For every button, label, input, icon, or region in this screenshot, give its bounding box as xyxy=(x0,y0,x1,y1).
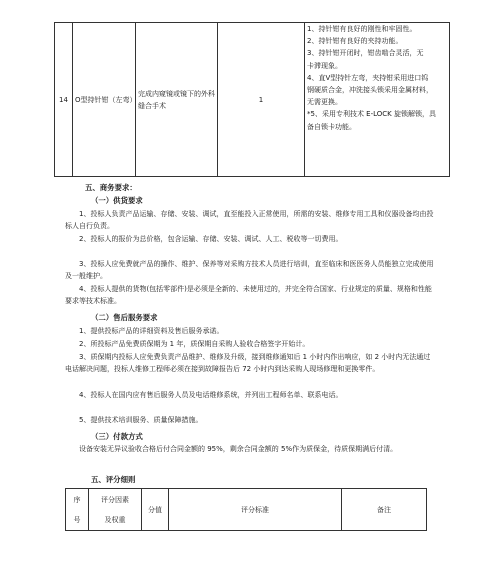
header-number: 序 号 xyxy=(66,489,89,531)
spec-line: 备自锁卡功能。 xyxy=(307,122,356,131)
spec-line: 钢硬质合金，冲洗接头锁采用金属材料， xyxy=(307,86,433,95)
paragraph: 1、投标人负责产品运输、存储、安装、调试，直至能投入正常使用，所需的安装、维修专用工具和仪器设备均由投标人自行负责。 xyxy=(65,210,434,231)
spec-line: 卡滞现象。 xyxy=(307,61,342,70)
item-name: O型持针钳（左弯） xyxy=(73,23,136,177)
header-score: 分值 xyxy=(142,489,169,531)
header-standard: 评分标准 xyxy=(169,489,342,531)
header-remark: 备注 xyxy=(342,489,427,531)
paragraph: 3、质保期内投标人应免费负责产品维护、维修及升级，接到维修通知后 1 小时内作出响应，如 2 小时内无法通过电话解决问题，投标人维修工程师必须在接到故障报告后 72 小时内到达采购人现场修理和更换零件。 xyxy=(65,353,431,374)
spec-line: *5、采用专利技术 E-LOCK 旋锁解锁，具 xyxy=(307,110,436,119)
paragraph: 5、提供技术培训服务、质量保障措施。 xyxy=(79,416,203,424)
row-number: 14 xyxy=(55,23,73,177)
section-title-evaluation: 五、评分细则 xyxy=(91,475,136,484)
subsection-title-after-sales: （二）售后服务要求 xyxy=(91,313,158,322)
paragraph: 2、投标人的报价为总价格，包含运输、存储、安装、调试、人工、税收等一切费用。 xyxy=(79,235,343,243)
paragraph: 1、提供投标产品的详细资料及售后服务承诺。 xyxy=(79,327,224,335)
paragraph: 2、所投标产品免费质保期为 1 年，质保期自采购人验收合格签字开始计。 xyxy=(79,340,310,348)
equipment-table xyxy=(54,22,450,177)
table-header-row xyxy=(66,489,427,531)
item-quantity: 1 xyxy=(218,23,305,177)
paragraph: 设备安装无异议验收合格后付合同金额的 95%，剩余合同金额的 5%作为质保金，待质保期满后付清。 xyxy=(79,445,398,453)
spec-line: 1、持针钳有良好的刚性和牢固性。 xyxy=(307,25,417,33)
paragraph: 3、投标人应免费就产品的操作、维护、保养等对采购方技术人员进行培训，直至临床和医医务人员能独立完成使用及一般维护。 xyxy=(65,260,434,281)
paragraph: 4、投标人提供的货物(包括零部件)是必须是全新的、未使用过的，并完全符合国家、行业规定的质量、规格和性能要求等技术标准。 xyxy=(65,285,432,306)
spec-line: 2、持针钳有良好的夹持功能。 xyxy=(307,37,403,46)
item-specification xyxy=(305,23,450,177)
paragraph: 4、投标人在国内应有售后服务人员及电话维修系统，并列出工程师名单、联系电话。 xyxy=(79,391,343,399)
spec-line: 无需更换。 xyxy=(307,98,342,107)
item-use: 完成内窥镜或镜下的外科缝合手术 xyxy=(136,23,218,177)
spec-line: 3、持针钳开闭时，钳齿啮合灵活，无 xyxy=(307,49,424,58)
table-row xyxy=(55,23,450,177)
spec-line: 4、直Ⅴ型持针左弯，夹持钳采用进口钨 xyxy=(307,73,429,82)
evaluation-table xyxy=(65,488,427,531)
section-title-commercial: 五、商务要求： xyxy=(85,183,137,192)
subsection-title-payment: （三）付款方式 xyxy=(91,432,143,441)
header-factor: 评分因素 及权重 xyxy=(89,489,142,531)
subsection-title-supply: （一）供货要求 xyxy=(91,196,143,205)
